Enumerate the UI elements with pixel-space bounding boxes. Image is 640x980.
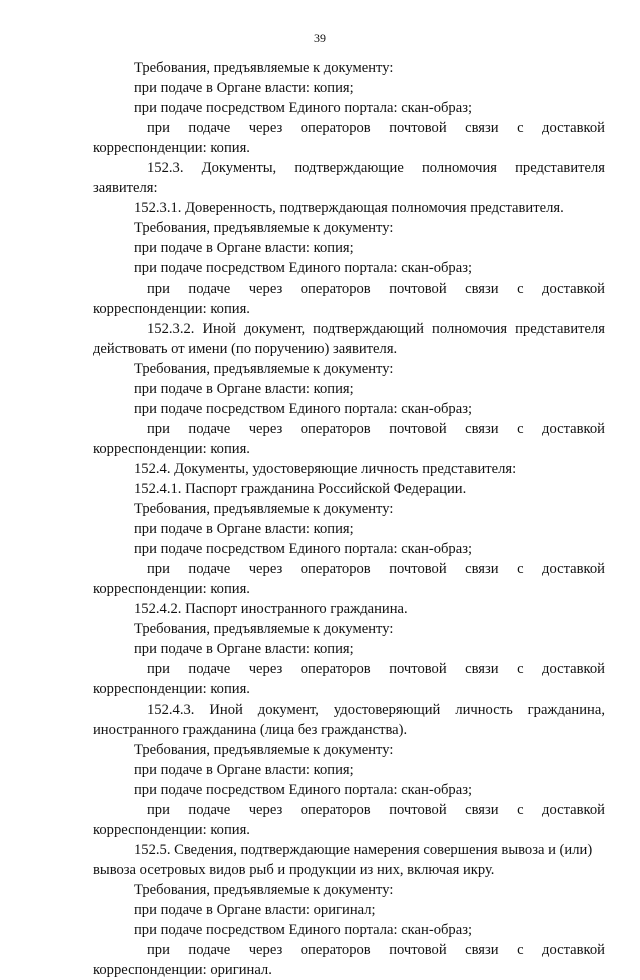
word: с bbox=[517, 561, 524, 578]
word: связи bbox=[465, 120, 499, 137]
text-line: иностранного гражданина (лица без гражданства). bbox=[93, 721, 408, 738]
text-line: при подаче в Органе власти: копия; bbox=[134, 761, 354, 778]
text-line: Требования, предъявляемые к документу: bbox=[134, 501, 394, 518]
word: почтовой bbox=[389, 801, 447, 818]
word: с bbox=[517, 942, 524, 959]
text-line: действовать от имени (по поручению) заявителя. bbox=[93, 340, 398, 357]
word: через bbox=[248, 420, 283, 437]
word: операторов bbox=[300, 801, 371, 818]
word: доставкой bbox=[542, 661, 605, 678]
text-line: вывоза осетровых видов рыб и продукции из них, включая икру. bbox=[93, 861, 495, 878]
word: подаче bbox=[188, 120, 231, 137]
word: при bbox=[147, 801, 170, 818]
text-line bbox=[93, 419, 605, 439]
text-line bbox=[93, 700, 605, 720]
word: почтовой bbox=[389, 280, 447, 297]
word: 152.4.3. bbox=[147, 701, 195, 718]
word: операторов bbox=[300, 561, 371, 578]
text-line bbox=[93, 158, 605, 178]
word: полномочия bbox=[421, 160, 497, 177]
word: через bbox=[248, 942, 283, 959]
text-line: при подаче посредством Единого портала: скан-образ; bbox=[134, 541, 473, 558]
word: через bbox=[248, 120, 283, 137]
word: с bbox=[517, 420, 524, 437]
word: представителя bbox=[515, 160, 605, 177]
word: документ, bbox=[257, 701, 319, 718]
word: связи bbox=[465, 661, 499, 678]
word: подаче bbox=[188, 801, 231, 818]
word: при bbox=[147, 942, 170, 959]
text-line bbox=[93, 559, 605, 579]
text-line: при подаче посредством Единого портала: скан-образ; bbox=[134, 400, 473, 417]
word: гражданина, bbox=[527, 701, 605, 718]
text-line: при подаче в Органе власти: копия; bbox=[134, 80, 354, 97]
word: при bbox=[147, 280, 170, 297]
word: личность bbox=[455, 701, 513, 718]
text-line: Требования, предъявляемые к документу: bbox=[134, 360, 394, 377]
word: доставкой bbox=[542, 561, 605, 578]
word: удостоверяющий bbox=[333, 701, 441, 718]
text-line: заявителя: bbox=[93, 180, 158, 197]
word: операторов bbox=[300, 280, 371, 297]
word: подтверждающий bbox=[313, 320, 424, 337]
document-body bbox=[93, 58, 605, 980]
word: доставкой bbox=[542, 280, 605, 297]
word: почтовой bbox=[389, 120, 447, 137]
word: документ, bbox=[243, 320, 306, 337]
word: операторов bbox=[300, 661, 371, 678]
word: с bbox=[517, 661, 524, 678]
text-line: при подаче посредством Единого портала: скан-образ; bbox=[134, 260, 473, 277]
text-line: 152.4.1. Паспорт гражданина Российской Федерации. bbox=[134, 480, 467, 497]
text-line: при подаче в Органе власти: копия; bbox=[134, 641, 354, 658]
word: операторов bbox=[300, 120, 371, 137]
word: подаче bbox=[188, 280, 231, 297]
word: операторов bbox=[300, 420, 371, 437]
word: подаче bbox=[188, 420, 231, 437]
text-line: при подаче посредством Единого портала: скан-образ; bbox=[134, 100, 473, 117]
word: почтовой bbox=[389, 561, 447, 578]
text-line: Требования, предъявляемые к документу: bbox=[134, 881, 394, 898]
word: связи bbox=[465, 280, 499, 297]
text-line bbox=[93, 279, 605, 299]
text-line: при подаче в Органе власти: оригинал; bbox=[134, 901, 376, 918]
text-line: 152.5. Сведения, подтверждающие намерения совершения вывоза и (или) bbox=[134, 841, 593, 858]
word: с bbox=[517, 280, 524, 297]
word: доставкой bbox=[542, 801, 605, 818]
word: почтовой bbox=[389, 661, 447, 678]
word: подаче bbox=[188, 942, 231, 959]
text-line: корреспонденции: копия. bbox=[93, 140, 250, 157]
word: Иной bbox=[209, 701, 243, 718]
word: через bbox=[248, 661, 283, 678]
text-line bbox=[93, 319, 605, 339]
word: операторов bbox=[300, 942, 371, 959]
word: подтверждающие bbox=[294, 160, 404, 177]
word: при bbox=[147, 661, 170, 678]
text-line: при подаче в Органе власти: копия; bbox=[134, 380, 354, 397]
word: через bbox=[248, 561, 283, 578]
text-line: 152.3.1. Доверенность, подтверждающая полномочия представителя. bbox=[134, 200, 564, 217]
word: представителя bbox=[515, 320, 605, 337]
word: полномочия bbox=[432, 320, 508, 337]
text-line: корреспонденции: копия. bbox=[93, 681, 250, 698]
word: почтовой bbox=[389, 420, 447, 437]
word: доставкой bbox=[542, 942, 605, 959]
text-line: при подаче посредством Единого портала: скан-образ; bbox=[134, 781, 473, 798]
word: с bbox=[517, 801, 524, 818]
text-line: 152.4. Документы, удостоверяющие личность представителя: bbox=[134, 460, 517, 477]
word: связи bbox=[465, 942, 499, 959]
word: при bbox=[147, 120, 170, 137]
text-line: корреспонденции: копия. bbox=[93, 440, 250, 457]
word: связи bbox=[465, 801, 499, 818]
text-line: при подаче в Органе власти: копия; bbox=[134, 240, 354, 257]
text-line: Требования, предъявляемые к документу: bbox=[134, 621, 394, 638]
word: связи bbox=[465, 561, 499, 578]
word: через bbox=[248, 280, 283, 297]
text-line: Требования, предъявляемые к документу: bbox=[134, 220, 394, 237]
text-line: Требования, предъявляемые к документу: bbox=[134, 60, 394, 76]
word: 152.3.2. bbox=[147, 320, 195, 337]
word: через bbox=[248, 801, 283, 818]
word: подаче bbox=[188, 561, 231, 578]
text-line: Требования, предъявляемые к документу: bbox=[134, 741, 394, 758]
text-line bbox=[93, 118, 605, 138]
text-line: корреспонденции: копия. bbox=[93, 581, 250, 598]
word: при bbox=[147, 561, 170, 578]
word: связи bbox=[465, 420, 499, 437]
word: Иной bbox=[202, 320, 236, 337]
word: доставкой bbox=[542, 120, 605, 137]
text-line: 152.4.2. Паспорт иностранного гражданина. bbox=[134, 601, 408, 618]
word: Документы, bbox=[201, 160, 277, 177]
word: при bbox=[147, 420, 170, 437]
text-line: при подаче в Органе власти: копия; bbox=[134, 521, 354, 538]
text-line: корреспонденции: копия. bbox=[93, 300, 250, 317]
word: подаче bbox=[188, 661, 231, 678]
word: почтовой bbox=[389, 942, 447, 959]
word: доставкой bbox=[542, 420, 605, 437]
text-line bbox=[93, 659, 605, 679]
text-line bbox=[93, 940, 605, 960]
text-line bbox=[93, 800, 605, 820]
text-line: корреспонденции: копия. bbox=[93, 821, 250, 838]
text-line: при подаче посредством Единого портала: скан-образ; bbox=[134, 922, 473, 939]
word: с bbox=[517, 120, 524, 137]
word: 152.3. bbox=[147, 160, 184, 177]
page-number: 39 bbox=[314, 31, 326, 45]
text-line: корреспонденции: оригинал. bbox=[93, 962, 272, 979]
